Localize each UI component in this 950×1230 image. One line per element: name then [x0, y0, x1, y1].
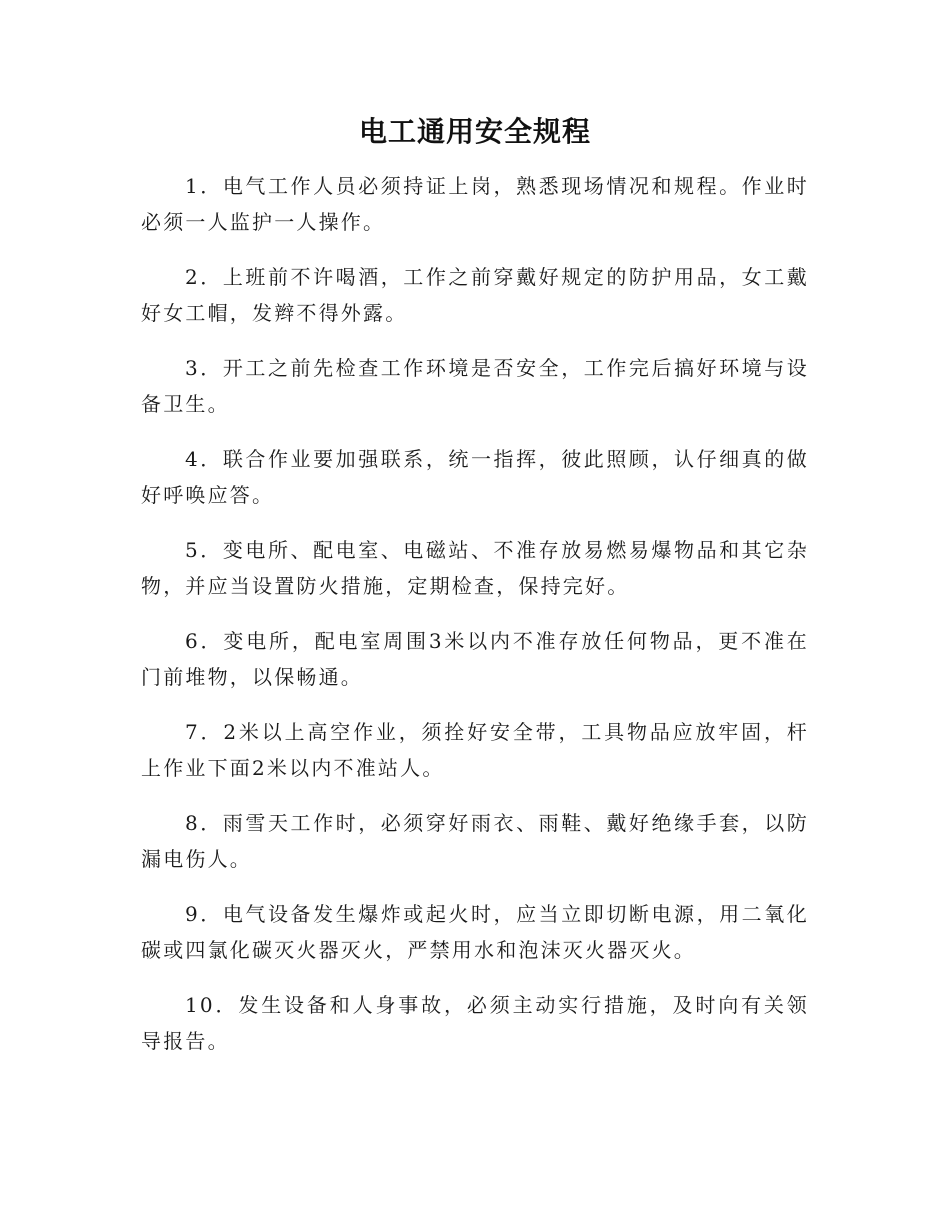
document-title: 电工通用安全规程 [358, 115, 591, 148]
rule-item: 3．开工之前先检查工作环境是否安全，工作完后搞好环境与设备卫生。 [141, 356, 809, 416]
rule-item: 8．雨雪天工作时，必须穿好雨衣、雨鞋、戴好绝缘手套，以防漏电伤人。 [141, 811, 809, 871]
rule-item: 4．联合作业要加强联系，统一指挥，彼此照顾，认仔细真的做好呼唤应答。 [141, 447, 809, 507]
rules-list [141, 168, 809, 1078]
rule-item: 2．上班前不许喝酒，工作之前穿戴好规定的防护用品，女工戴好女工帽，发辫不得外露。 [141, 265, 809, 325]
rule-item: 10．发生设备和人身事故，必须主动实行措施，及时向有关领导报告。 [141, 993, 809, 1053]
rule-item: 9．电气设备发生爆炸或起火时，应当立即切断电源，用二氧化碳或四氯化碳灭火器灭火，严禁用水和泡沫灭火器灭火。 [141, 902, 809, 962]
rule-item: 1．电气工作人员必须持证上岗，熟悉现场情况和规程。作业时必须一人监护一人操作。 [141, 174, 809, 234]
rule-item: 7．2米以上高空作业，须拴好安全带，工具物品应放牢固，杆上作业下面2米以内不准站人。 [141, 720, 809, 780]
rule-item: 5．变电所、配电室、电磁站、不准存放易燃易爆物品和其它杂物，并应当设置防火措施，定期检查，保持完好。 [141, 538, 809, 598]
rule-item: 6．变电所，配电室周围3米以内不准存放任何物品，更不准在门前堆物，以保畅通。 [141, 629, 809, 689]
